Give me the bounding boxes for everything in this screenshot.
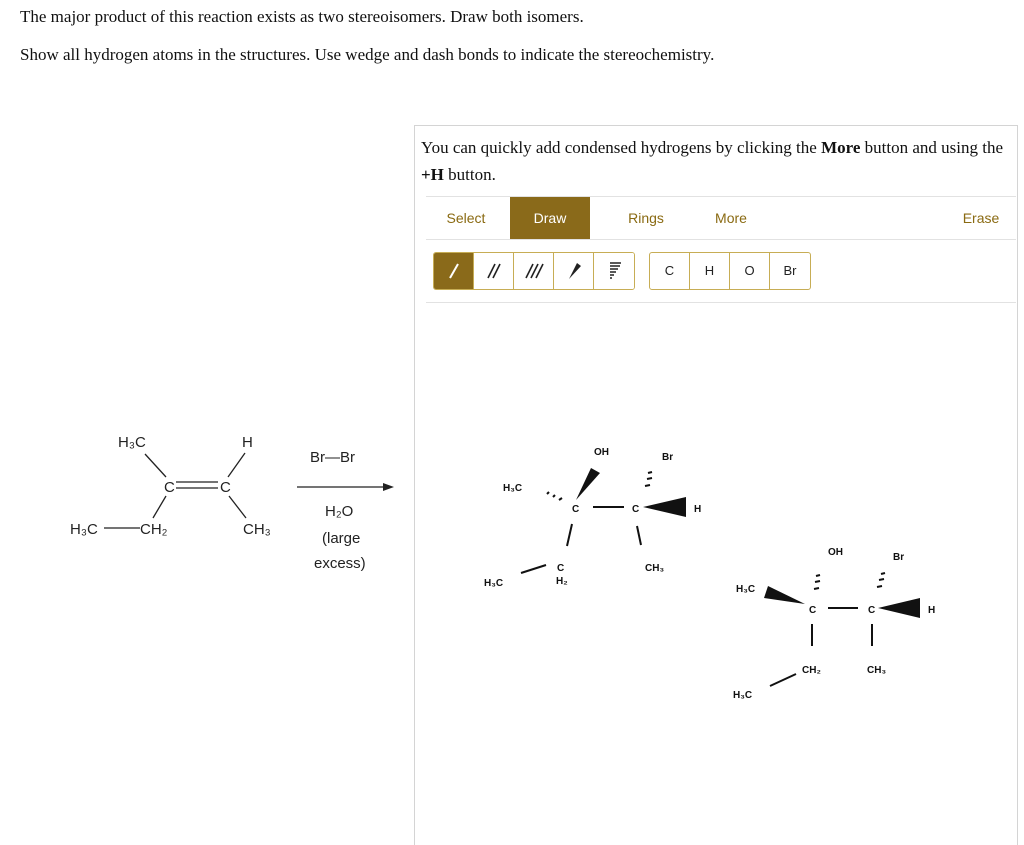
p2-oh: OH [828, 547, 843, 558]
p1-c3: C [557, 563, 565, 574]
hint-text-3: button. [448, 165, 496, 184]
reagent-line-1: H₂O [325, 503, 354, 520]
question-line-2: Show all hydrogen atoms in the structures. Use wedge and dash bonds to indicate the stereochemistry. [20, 45, 715, 64]
p2-bond-ch2-ch3 [770, 674, 796, 686]
p1-bond-c2-ch3 [637, 526, 641, 545]
reagent-line-3: excess) [314, 555, 366, 572]
more-tab[interactable]: More [715, 210, 747, 226]
p2-wedge-h [878, 598, 920, 618]
p1-c2: C [632, 504, 640, 515]
hint-text-1: You can quickly add condensed hydrogens by clicking the [421, 138, 817, 157]
p1-dash-br [645, 472, 652, 486]
atom-br-button[interactable]: Br [783, 263, 797, 278]
question-line-1: The major product of this reaction exists as two stereoisomers. Draw both isomers. [20, 7, 584, 26]
reactant-c-left: C [164, 479, 175, 496]
select-tab[interactable]: Select [446, 210, 486, 226]
reactant-c-right: C [220, 479, 231, 496]
p1-h: H [694, 504, 702, 515]
product-structure-2[interactable] [733, 547, 935, 701]
p2-ch2: CH₂ [802, 665, 821, 676]
reactant-bond-3 [153, 496, 166, 518]
reactant-ch2: CH₂ [140, 521, 168, 538]
p1-bond-ch2-ch3 [521, 565, 546, 573]
reaction-conditions [297, 449, 394, 572]
hint-h-label: +H [421, 165, 444, 184]
atom-h-button[interactable]: H [690, 253, 730, 289]
p1-h2: H₂ [556, 576, 568, 587]
p2-h: H [928, 605, 936, 616]
product-structure-1[interactable] [484, 447, 701, 589]
p1-h3c-bottom: H₃C [484, 578, 504, 589]
reactant-bond-2 [228, 453, 245, 477]
atom-o-button[interactable]: O [730, 253, 770, 289]
hint-more-label: More [821, 138, 861, 157]
reactant-structure [70, 434, 271, 538]
p2-br: Br [893, 552, 905, 563]
p2-h3c-top: H₃C [736, 584, 756, 595]
p1-h3c-top: H₃C [503, 483, 523, 494]
p1-wedge-h [643, 497, 686, 517]
p2-wedge-ch3 [764, 586, 805, 604]
atom-c-button[interactable]: C [650, 253, 690, 289]
reagent-line-2: (large [322, 530, 361, 547]
p1-bond-c1-ch2 [567, 524, 572, 546]
p1-br: Br [662, 452, 674, 463]
p1-oh: OH [594, 447, 609, 458]
p1-c1: C [572, 504, 580, 515]
reactant-ch3: CH₃ [243, 521, 271, 538]
reaction-arrow-head [383, 483, 394, 491]
p2-ch3: CH₃ [867, 665, 887, 676]
hint-text-2: button and using the [864, 138, 1004, 157]
draw-tab[interactable]: Draw [510, 197, 590, 239]
p1-ch3: CH₃ [645, 563, 665, 574]
reactant-h3c-left: H₃C [70, 521, 98, 538]
reactant-h-top: H [242, 434, 253, 451]
erase-tab[interactable]: Erase [962, 210, 1000, 226]
reactant-bond-4 [229, 496, 246, 518]
p2-c1: C [809, 605, 817, 616]
p1-dash-ch3 [547, 492, 562, 500]
rings-tab[interactable]: Rings [628, 210, 664, 226]
p2-dash-br [877, 573, 885, 587]
reagent-above: Br—Br [310, 449, 355, 466]
p2-dash-oh [814, 575, 820, 589]
reactant-h3c-top: H₃C [118, 434, 146, 451]
p2-h3c-bottom: H₃C [733, 690, 753, 701]
p1-wedge-oh [576, 468, 600, 500]
p2-c2: C [868, 605, 876, 616]
reactant-bond-1 [145, 454, 166, 477]
